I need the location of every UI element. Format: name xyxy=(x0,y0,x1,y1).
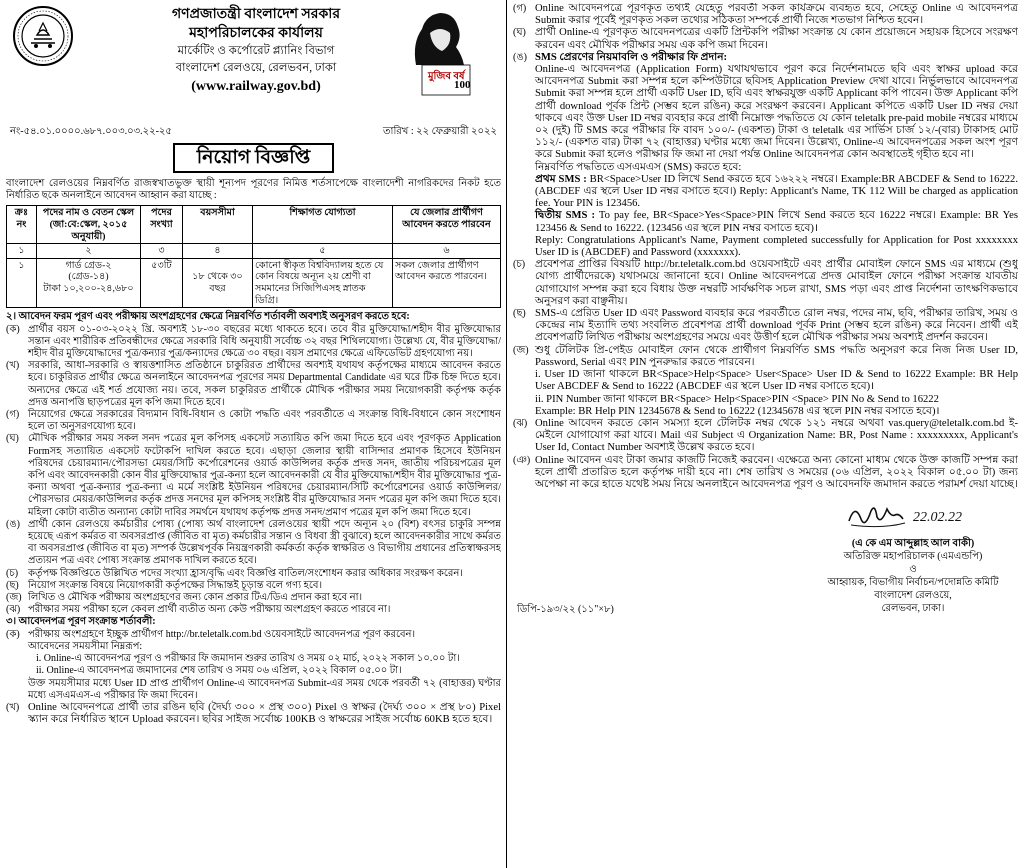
time-heading: আবেদনের সময়সীমা নিম্নরূপ: xyxy=(28,641,143,653)
section3-item xyxy=(513,418,1018,455)
section3-item xyxy=(6,629,501,702)
recovery-line: i. User ID জানা থাকলে BR<Space>Help<Space> User<Space> User ID & Send to 16222 Example: BR Help User ABCDEF & Send to 16222 (ABCDEF এর স্থলে User ID নম্বর বসাতে হবে)। xyxy=(535,369,1018,393)
pay-scale: টাকা ১০,২০০-২৪,৬৮০ xyxy=(43,282,134,294)
item-text: পরীক্ষার সময় পরীক্ষা হলে কেবল প্রার্থী ব্যতীত অন্য কেউ পরীক্ষায় অংশগ্রহণ করতে পারবে না। xyxy=(28,604,391,616)
website: (www.railway.gov.bd) xyxy=(191,79,321,94)
section3-item xyxy=(513,259,1018,308)
item-label: (জ) xyxy=(513,344,529,356)
item-text: SMS-এ প্রেরিত User ID এবং Password ব্যবহার করে পরবর্তীতে রোল নম্বর, পদের নাম, ছবি, পরীক্ষার তারিখ, সময় ও কেন্দ্রের নাম ইত্যাদি তথ্য সংবলিত প্রবেশপত্র প্রার্থী download পূর্বক Print (সম্ভব হলে রঙিন) করে নিবেন। প্রার্থী এই প্রবেশপত্রটি লিখিত পরীক্ষায় অংশগ্রহণের সময়ে এবং উত্তীর্ণ হলে মৌখিক পরীক্ষার সময় অবশ্যই প্রদর্শন করবেন। xyxy=(535,308,1018,344)
item-label: (ঙ) xyxy=(513,51,527,63)
item-label: (ছ) xyxy=(513,308,526,320)
item-body xyxy=(535,52,1018,259)
table-row xyxy=(7,258,501,307)
memo-date: তারিখ : ২২ ফেব্রুয়ারী ২০২২ xyxy=(383,126,497,137)
item-text: Online আবেদন করতে কোন সমস্যা হলে টেলিটক নম্বর থেকে ১২১ নম্বরে অথবা vas.query@teletalk.com.bd ই-মেইলে যোগাযোগ করা যাবে। Mail এর Subject এ Organization Name: BR, Post Name : xxxxxxxxx, Applicant's User Id, Contact Number অবশ্যই উল্লেখ করতে হবে। xyxy=(535,417,1018,454)
railway-seal-icon xyxy=(12,5,74,67)
item-label: (চ) xyxy=(513,259,526,271)
time-line: ii. Online-এ আবেদনপত্র জমাদানের শেষ তারিখ ও সময় ০৬ এপ্রিল, ২০২২ বিকাল ০৫.০০ টা। xyxy=(36,665,402,677)
column-number: ৩ xyxy=(141,244,183,259)
cell-qualification: কোনো স্বীকৃত বিশ্ববিদ্যালয় হতে যে কোন বিষয়ে অন্যূন ২য় শ্রেণী বা সমমানের সিজিপিএসহ স্নাতক ডিগ্রি। xyxy=(253,258,393,307)
item-body xyxy=(535,345,1018,418)
second-sms-label: দ্বিতীয় SMS : xyxy=(535,210,596,222)
item-text: প্রবেশপত্র প্রাপ্তির বিষয়টি http://br.teletalk.com.bd ওয়েবসাইটে এবং প্রার্থীর মোবাইল ফোনে SMS এর মাধ্যমে (শুধু যোগ্য প্রার্থীদেরকে) যথাসময়ে জানানো হবে। Online আবেদনপত্রে প্রদত্ত মোবাইল ফোনে পরীক্ষা সংক্রান্ত যাবতীয় যোগাযোগ সম্পন্ন করা হবে বিধায় উক্ত নম্বরটি সার্বক্ষণিক সচল রাখা, SMS পড়া এবং প্রাপ্ত নির্দেশনা তাৎক্ষণিকভাবে অনুসরণ করা বাঞ্ছনীয়। xyxy=(535,259,1018,307)
item-text: Online আবেদনপত্রে পূরণকৃত তথ্যই যেহেতু পরবর্তী সকল কার্যক্রমে ব্যবহৃত হবে, সেহেতু Online এ আবেদনপত্র Submit করার পূর্বেই পূরণকৃত সকল তথ্যের সঠিকতা সম্পর্কে প্রার্থী নিজে শতভাগ নিশ্চিত হবেন। xyxy=(535,3,1018,27)
letterhead-text xyxy=(106,5,406,97)
intro-paragraph: বাংলাদেশ রেলওয়ের নিম্নবর্ণিত রাজস্বখাতভুক্ত স্থায়ী শূন্যপদ পূরণের নিমিত্ত শর্তসাপেক্ষে বাংলাদেশী নাগরিকদের নিকট হতে নির্ধারিত ছকে অনলাইনে আবেদন আহ্বান করা যাচ্ছে : xyxy=(6,178,501,202)
item-text: Online-এ আবেদনপত্র (Application Form) যথাযথভাবে পূরণ করে নির্দেশনামতে ছবি এবং স্বাক্ষর upload করে আবেদনপত্র Submit করা সম্পন্ন হলে কম্পিউটারে ছবিসহ Application Preview দেখা যাবে। নির্ভুলভাবে আবেদনপত্র Submit করা সম্পন্ন হলে প্রার্থী একটি User ID, ছবি এবং স্বাক্ষরযুক্ত একটি Applicant কপি পাবেন। উক্ত Applicant কপি প্রার্থী download পূর্বক প্রিন্ট (সম্ভব হলে রঙিন) করে সংরক্ষণ করবেন। Applicant কপিতে একটি User ID নম্বর দেয়া থাকবে এবং উক্ত User ID নম্বর ব্যবহার করে প্রার্থী নিম্নোক্ত পদ্ধতিতে যে কোন teletalk pre-paid mobile নম্বরের মাধ্যমে ০২ (দুই) টি SMS করে পরীক্ষার ফি বাবদ ১০০/- (একশত) টাকা ও teletalk এর সার্ভিস চার্জ ১২/-(বার) টাকাসহ মোট ১১২/- (একশত বার) টাকা ৭২ (বাহাত্তর) ঘণ্টার মধ্যে জমা দিবেন। উল্লেখ্য, Online-এ আবেদনপত্রের সকল অংশ পূরণ করে Submit করা হলেও পরীক্ষার ফি জমা না দেয়া পর্যন্ত Online আবেদনপত্র কোন অবস্থাতেই গৃহীত হবে না। xyxy=(535,64,1018,161)
column-number: ৪ xyxy=(183,244,253,259)
office-name: মহাপরিচালকের কার্যালয় xyxy=(189,26,323,41)
letterhead xyxy=(6,3,501,125)
cell-count: ৫৩টি xyxy=(141,258,183,307)
item-text: Online আবেদনপত্রে প্রার্থী তার রঙিন ছবি (দৈর্ঘ্য ৩০০ × প্রস্থ ৩০০) Pixel ও স্বাক্ষর (দৈর্ঘ্য ৩০০ × প্রস্থ ৮০) Pixel স্ক্যান করে নির্ধারিত স্থানে Upload করবেন। ছবির সাইজ সর্বোচ্চ 100KB ও স্বাক্ষরের সাইজ সর্বোচ্চ 60KB হতে হবে। xyxy=(28,702,501,726)
notice-title: নিয়োগ বিজ্ঞপ্তি xyxy=(173,143,335,173)
title-wrap xyxy=(6,143,501,173)
cell-districts: সকল জেলার প্রার্থীগণ আবেদন করতে পারবেন। xyxy=(393,258,501,307)
item-label: (গ) xyxy=(513,3,527,14)
section2-heading: ২। আবেদন ফরম পূরণ এবং পরীক্ষায় অংশগ্রহণের ক্ষেত্রে নিম্নবর্ণিত শর্তাবলী অবশ্যই অনুসরণ করতে হবে: xyxy=(6,311,410,323)
column-number: ১ xyxy=(7,244,37,259)
section2-item xyxy=(6,360,501,409)
item-label: (ঝ) xyxy=(6,604,21,616)
post-name: গার্ড গ্রেড-২ xyxy=(65,259,112,271)
signatory-conjunction: ও xyxy=(909,564,917,576)
table-header: যে জেলার প্রার্থীগণ আবেদন করতে পারবেন xyxy=(393,206,501,244)
item-text: মৌখিক পরীক্ষার সময় সকল সনদ পত্রের মূল কপিসহ একসেট সত্যায়িত কপি জমা দিতে হবে এবং পূরণকৃত Application Formসহ সত্যায়িত একসেট ফটোকপি দাখিল করতে হবে। এছাড়া জেলার স্থায়ী বাসিন্দার প্রমাণক হিসেবে ইউনিয়ন পরিষদের চেয়ারম্যান/পৌরসভা মেয়র/সিটি কর্পোরেশনের ওয়ার্ড কাউন্সিলর কর্তৃক প্রদত্ত সনদ, জাতীয় পরিচয়পত্রের মূল কপি এবং আবেদনকারী কোন বীর মুক্তিযোদ্ধার পুত্র-কন্যা হলে আবেদনকারী যে বীর মুক্তিযোদ্ধা/শহীদ বীর মুক্তিযোদ্ধার পুত্র-কন্যা অথবা পুত্র-কন্যার পুত্র-কন্যা এ মর্মে সংশ্লিষ্ট ইউনিয়ন পরিষদের চেয়ারম্যান/সিটি কর্পোরেশনের ওয়ার্ড কাউন্সিলর/পৌরসভার মেয়র/কাউন্সিলর কর্তৃক প্রদত্ত সনদের মূল কপিসহ সংশ্লিষ্ট বীর মুক্তিযোদ্ধার সনদ পত্রের মূল কপি জমা দিতে হবে। মহিলা কোটা ব্যতীত অন্যান্য কোটা দাবির সমর্থনে যথাযথ কর্তৃপক্ষ প্রদত্ত সনদ/প্রমাণ পত্রের মূল কপি জমা দিতে হবে। xyxy=(28,433,501,518)
item-note: উক্ত সময়সীমার মধ্যে User ID প্রাপ্ত প্রার্থীগণ Online-এ আবেদনপত্র Submit-এর সময় থেকে পরবর্তী ৭২ (বাহাত্তর) ঘণ্টার মধ্যে এসএমএস-এ পরীক্ষার ফি জমা দিবেন। xyxy=(28,677,501,701)
table-header: বয়সসীমা xyxy=(183,206,253,244)
first-sms xyxy=(535,174,1018,211)
sms-intro: নিম্নবর্ণিত পদ্ধতিতে এসএমএস (SMS) করতে হবে: xyxy=(535,161,742,173)
item-label: (গ) xyxy=(6,408,20,420)
item-label: (ঝ) xyxy=(513,417,528,429)
sms-rules-heading: SMS প্রেরণের নিয়মাবলি ও পরীক্ষার ফি প্রদান: xyxy=(535,51,728,63)
item-text: সরকারি, আধা-সরকারি ও স্বায়ত্তশাসিত প্রতিষ্ঠানে চাকুরিরত প্রার্থীদের অবশ্যই যথাযথ কর্তৃপক্ষের মাধ্যমে আবেদন করতে হবে। চাকুরিরত প্রার্থীর ক্ষেত্রে অনলাইনে আবেদনপত্র পূরণের সময় Departmental Candidate এর ঘরে টিক চিহ্ন দিতে হবে। অন্যদের ক্ষেত্রে এই শর্ত প্রযোজ্য নয়। তবে, সকল চাকুরিরত প্রার্থীকে মৌখিক পরীক্ষার সময় নিয়োগকারী কর্তৃপক্ষ কর্তৃক প্রদত্ত অনাপত্তি ছাড়পত্রের মূল কপি জমা দিতে হবে। xyxy=(28,360,501,408)
cell-serial: ১ xyxy=(7,258,37,307)
signature-date: 22.02.22 xyxy=(913,510,962,526)
item-label: (ক) xyxy=(6,628,20,640)
time-line: i. Online-এ আবেদনপত্র পূরণ ও পরীক্ষার ফি জমাদান শুরুর তারিখ ও সময় ০২ মার্চ, ২০২২ সকাল ১০.০০ টা। xyxy=(36,653,460,665)
right-column xyxy=(513,3,1018,865)
item-label: (খ) xyxy=(6,702,20,714)
cell-age: ১৮ থেকে ৩০ বছর xyxy=(183,258,253,307)
department-name: মার্কেটিং ও কর্পোরেট প্ল্যানিং বিভাগ xyxy=(177,45,335,57)
office-address: বাংলাদেশ রেলওয়ে, রেলভবন, ঢাকা xyxy=(175,62,337,74)
logo-number: 100 xyxy=(454,79,471,91)
section2-item xyxy=(6,580,501,592)
table-header: পদের নাম ও বেতন স্কেল (জা:বে:স্কেল, ২০১৫ অনুযায়ী) xyxy=(37,206,141,244)
section3-item xyxy=(6,702,501,726)
sms-reply: Reply: Congratulations Applicant's Name, Payment completed successfully for Application for Post xxxxxxxx User ID is (ABCDEF) and Password (xxxxxxx). xyxy=(535,234,1018,259)
section3-item xyxy=(513,3,1018,27)
item-text: নিয়োগ সংক্রান্ত বিষয়ে নিয়োগকারী কর্তৃপক্ষের সিদ্ধান্তই চূড়ান্ত বলে গণ্য হবে। xyxy=(28,579,323,591)
item-text: কর্তৃপক্ষ বিজ্ঞপ্তিতে উল্লিখিত পদের সংখ্যা হ্রাস/বৃদ্ধি এবং বিজ্ঞপ্তি বাতিল/সংশোধন করার অধিকার সংরক্ষণ করেন। xyxy=(28,567,463,579)
cell-post xyxy=(37,258,141,307)
section2-item xyxy=(6,433,501,518)
memo-line xyxy=(6,125,501,138)
table-column-number-row xyxy=(7,244,501,259)
recovery-line: ii. PIN Number জানা থাকলে BR<Space> Help<Space>PIN <Space> PIN No & Send to 16222 xyxy=(535,393,939,405)
section3-item xyxy=(513,308,1018,345)
section2-item xyxy=(6,568,501,580)
section3-item xyxy=(513,27,1018,51)
vacancy-table xyxy=(6,205,501,308)
section3-heading: ৩। আবেদনপত্র পূরণ সংক্রান্ত শর্তাবলী: xyxy=(6,616,156,628)
section2-item xyxy=(6,592,501,604)
item-label: (ঙ) xyxy=(6,518,20,530)
item-text: পরীক্ষায় অংশগ্রহণে ইচ্ছুক প্রার্থীগণ http://br.teletalk.com.bd ওয়েবসাইটে আবেদনপত্র পূরণ করবেন। xyxy=(28,628,416,640)
item-label: (খ) xyxy=(6,360,20,372)
item-text: নিয়োগের ক্ষেত্রে সরকারের বিদ্যমান বিধি-বিধান ও কোটা পদ্ধতি এবং পরবর্তীতে এ সংক্রান্ত বিধি-বিধানে কোন সংশোধন হলে তা অনুসরণযোগ্য হবে। xyxy=(28,408,501,433)
item-text: Online আবেদন এবং টাকা জমার কাজটি নিজেই করবেন। এক্ষেত্রে অন্য কোনো মাধ্যম থেকে উক্ত কাজটি সম্পন্ন করা হলে প্রার্থী প্রতারিত হলে কর্তৃপক্ষ দায়ী হবে না। শেষ তারিখ ও সময়ের (০৬ এপ্রিল, ২০২২ বিকাল ০৫.০০ টা) জন্য অপেক্ষা না করে হাতে যথেষ্ট সময় নিয়ে অনলাইনে আবেদনপত্র পূরণ ও আবেদনফি জমাদান করতে পরামর্শ দেয়া যাচ্ছে। xyxy=(535,454,1018,490)
column-number: ৬ xyxy=(393,244,501,259)
section2-item xyxy=(6,519,501,568)
item-text: লিখিত ও মৌখিক পরীক্ষায় অংশগ্রহণের জন্য কোন প্রকার টিএ/ডিএ প্রদান করা হবে না। xyxy=(28,592,363,604)
signatory-name: (এ কে এম আব্দুল্লাহ আল বাকী) xyxy=(851,538,975,550)
signature-icon xyxy=(843,495,993,535)
post-grade: (গ্রেড-১৪) xyxy=(68,271,109,283)
left-column xyxy=(6,3,501,865)
government-name: গণপ্রজাতন্ত্রী বাংলাদেশ সরকার xyxy=(171,7,341,22)
table-header: পদের সংখ্যা xyxy=(141,206,183,244)
item-label: (চ) xyxy=(6,567,19,579)
second-sms-text: To pay fee, BR<Space>Yes<Space>PIN লিখে Send করতে হবে 16222 নম্বরে। Example: BR Yes 123456 & Send to 16222. (123456 এর স্থলে PIN নম্বর বসাতে হবে)। xyxy=(535,210,1018,234)
item-label: (ঘ) xyxy=(6,433,19,445)
item-text: প্রার্থীর বয়স ০১-০৩-২০২২ খ্রি. অবশ্যই ১৮-৩০ বছরের মধ্যে থাকতে হবে। তবে বীর মুক্তিযোদ্ধা/শহীদ বীর মুক্তিযোদ্ধার সন্তান এবং শারীরিক প্রতিবন্ধীদের ক্ষেত্রে সরকারি বিধি অনুযায়ী সর্বোচ্চ ৩২ বছর শিথিলযোগ্য। উল্লেখ্য যে, বীর মুক্তিযোদ্ধা/শহীদ বীর মুক্তিযোদ্ধাদের পুত্র/কন্যার পুত্র/কন্যাদের ক্ষেত্রে ৩০ বছর। বয়স প্রমাণের ক্ষেত্রে এফিডেভিট গ্রহণযোগ্য নয়। xyxy=(28,323,501,359)
section2-item xyxy=(6,324,501,361)
column-divider xyxy=(506,0,507,868)
memo-number: নং-৫৪.০১.০০০০.৬৮৭.০০৩.০৩.২২-২৫ xyxy=(10,126,172,137)
first-sms-text: BR<Space>User ID লিখে Send করতে হবে ১৬২২২ নম্বরে। Example:BR ABCDEF & Send to 16222. (ABCDEF এর স্থলে User ID নম্বর বসাতে হবে।) Reply: Applicant's Name, TK 112 Will be charged as application fee. Your PIN is 123456. xyxy=(535,173,1018,210)
column-number: ৫ xyxy=(253,244,393,259)
section3-item xyxy=(513,52,1018,259)
signature-block xyxy=(513,495,1018,621)
item-text: শুধু টেলিটক প্রি-পেইড মোবাইল ফোন থেকে প্রার্থীগণ নিম্নবর্ণিত SMS পদ্ধতি অনুসরণ করে নিজ নিজ User ID, Password, Serial এবং PIN পুনরুদ্ধার করতে পারবেন। xyxy=(535,344,1018,368)
item-label: (ক) xyxy=(6,323,20,335)
item-label: (ঞ) xyxy=(513,454,531,466)
section3-item xyxy=(513,455,1018,492)
item-text: প্রার্থী কোন রেলওয়ে কর্মচারীর পোষ্য (পোষ্য অর্থ বাংলাদেশ রেলওয়ের স্থায়ী পদে অন্যূন ২০ (বিশ) বৎসর চাকুরি সম্পন্ন হয়েছে এরূপ কর্মরত বা অবসরপ্রাপ্ত (জীবিত বা মৃত) কর্মচারীর সন্তান ও বিধবা স্ত্রী বুঝাবে) হলে আবেদনকারীর সাথে কর্মরত বা অবসরপ্রাপ্ত (জীবিত বা মৃত) সম্পর্ক উল্লেখপূর্বক নিয়ন্ত্রণকারী কর্মকর্তা কর্তৃক স্বাক্ষরিত ও বিভাগীয় প্রধানের প্রতিস্বাক্ষরসহ প্রত্যয়ন পত্র এবং পোষ্য সংক্রান্ত প্রমাণক দাখিল করতে হবে। xyxy=(28,518,501,567)
item-label: (ছ) xyxy=(6,579,19,591)
section3-item xyxy=(513,345,1018,418)
first-sms-label: প্রথম SMS : xyxy=(535,173,587,185)
table-header-row xyxy=(7,206,501,244)
signatory-place: রেলভবন, ঢাকা। xyxy=(881,603,945,615)
item-text: প্রার্থী Online-এ পূরণকৃত আবেদনপত্রের একটি প্রিন্টকপি পরীক্ষা সংক্রান্ত যে কোন প্রয়োজনে সহায়ক হিসেবে সংরক্ষণ করবেন এবং মৌখিক পরীক্ষার সময় এক কপি জমা দিবেন। xyxy=(535,27,1018,51)
column-number: ২ xyxy=(37,244,141,259)
second-sms xyxy=(535,210,1018,234)
signatory-designation: অতিরিক্ত মহাপরিচালক (এমএন্ডপি) xyxy=(843,551,983,563)
signatory-org: বাংলাদেশ রেলওয়ে, xyxy=(874,590,952,602)
logo-text: মুজিব বর্ষ xyxy=(428,71,465,82)
mujib-year-logo xyxy=(402,3,478,99)
table-header: শিক্ষাগত যোগ্যতা xyxy=(253,206,393,244)
item-body xyxy=(28,629,501,702)
signatory-committee: আহ্বায়ক, বিভাগীয় নির্বাচন/পদোন্নতি কমিটি xyxy=(827,577,999,589)
item-label: (ঘ) xyxy=(513,27,526,39)
dp-code: ডিপি-১৯৩/২২ (১১"×৮) xyxy=(517,604,614,616)
section2-item xyxy=(6,604,501,616)
recovery-line: Example: BR Help PIN 12345678 & Send to 16222 (12345678 এর স্থলে PIN নম্বর বসাতে হবে)। xyxy=(535,405,940,417)
signatory xyxy=(813,537,1013,615)
item-label: (জ) xyxy=(6,592,22,604)
table-header: ক্রঃ নং xyxy=(7,206,37,244)
section2-item xyxy=(6,409,501,433)
